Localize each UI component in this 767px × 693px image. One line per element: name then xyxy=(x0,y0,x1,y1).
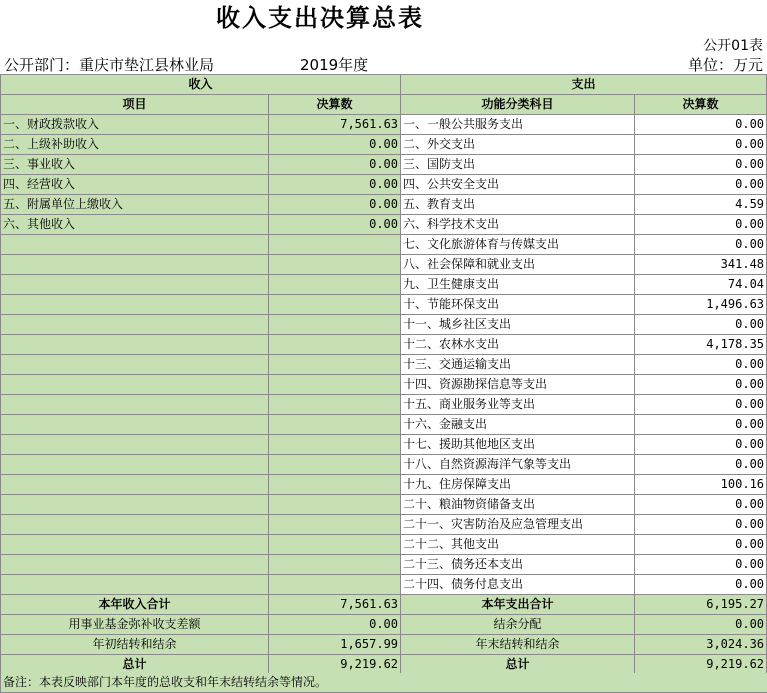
expense-item-label: 二十三、债务还本支出 xyxy=(401,555,635,575)
income-item-label xyxy=(1,395,269,415)
table-row xyxy=(1,555,767,575)
table-row xyxy=(1,195,767,215)
expense-item-label: 二十、粮油物资储备支出 xyxy=(401,495,635,515)
expense-item-label: 十三、交通运输支出 xyxy=(401,355,635,375)
table-row xyxy=(1,155,767,175)
table-row xyxy=(1,395,767,415)
income-item-label xyxy=(1,455,269,475)
expense-item-label: 四、公共安全支出 xyxy=(401,175,635,195)
summary-expense-label: 结余分配 xyxy=(401,615,635,635)
summary-expense-label: 年末结转和结余 xyxy=(401,635,635,655)
income-item-amount: 0.00 xyxy=(269,155,401,175)
col-header-function: 功能分类科目 xyxy=(401,95,635,115)
expense-item-amount: 0.00 xyxy=(635,155,767,175)
expense-item-amount: 100.16 xyxy=(635,475,767,495)
table-row xyxy=(1,355,767,375)
summary-income-amount: 1,657.99 xyxy=(269,635,401,655)
table-row xyxy=(1,415,767,435)
summary-expense-label: 总计 xyxy=(401,655,635,675)
income-item-amount xyxy=(269,575,401,595)
expense-item-amount: 0.00 xyxy=(635,215,767,235)
note-footer: 备注：本表反映部门本年度的总收支和年末结转结余等情况。 xyxy=(0,673,767,693)
summary-row xyxy=(1,655,767,675)
table-row xyxy=(1,475,767,495)
income-item-label xyxy=(1,535,269,555)
expense-item-amount: 0.00 xyxy=(635,515,767,535)
expense-item-amount: 4,178.35 xyxy=(635,335,767,355)
expense-item-label: 三、国防支出 xyxy=(401,155,635,175)
table-row xyxy=(1,235,767,255)
expense-item-label: 十九、住房保障支出 xyxy=(401,475,635,495)
table-row xyxy=(1,515,767,535)
income-item-label: 三、事业收入 xyxy=(1,155,269,175)
income-item-amount xyxy=(269,555,401,575)
expense-item-amount: 0.00 xyxy=(635,555,767,575)
expense-item-label: 十七、援助其他地区支出 xyxy=(401,435,635,455)
year-label: 2019年度 xyxy=(300,56,369,74)
income-item-amount xyxy=(269,395,401,415)
expense-item-label: 十一、城乡社区支出 xyxy=(401,315,635,335)
summary-income-amount: 0.00 xyxy=(269,615,401,635)
income-item-label xyxy=(1,235,269,255)
income-item-amount xyxy=(269,235,401,255)
expense-item-label: 五、教育支出 xyxy=(401,195,635,215)
expense-item-label: 八、社会保障和就业支出 xyxy=(401,255,635,275)
summary-row xyxy=(1,635,767,655)
income-item-amount xyxy=(269,335,401,355)
income-item-amount xyxy=(269,515,401,535)
expense-item-amount: 0.00 xyxy=(635,435,767,455)
income-item-label xyxy=(1,555,269,575)
column-header-row xyxy=(1,95,767,115)
table-row xyxy=(1,575,767,595)
expense-item-label: 一、一般公共服务支出 xyxy=(401,115,635,135)
table-row xyxy=(1,455,767,475)
expense-item-label: 十、节能环保支出 xyxy=(401,295,635,315)
income-item-label xyxy=(1,255,269,275)
income-item-label xyxy=(1,515,269,535)
summary-income-label: 用事业基金弥补收支差额 xyxy=(1,615,269,635)
expense-item-label: 十五、商业服务业等支出 xyxy=(401,395,635,415)
table-row xyxy=(1,535,767,555)
income-item-label xyxy=(1,475,269,495)
income-item-amount xyxy=(269,355,401,375)
table-row xyxy=(1,375,767,395)
expense-item-label: 二、外交支出 xyxy=(401,135,635,155)
expense-item-amount: 0.00 xyxy=(635,355,767,375)
income-item-label: 六、其他收入 xyxy=(1,215,269,235)
expense-item-amount: 0.00 xyxy=(635,135,767,155)
expense-item-amount: 0.00 xyxy=(635,235,767,255)
income-item-label xyxy=(1,275,269,295)
department-label: 公开部门：重庆市垫江县林业局 xyxy=(4,56,215,74)
summary-expense-amount: 3,024.36 xyxy=(635,635,767,655)
expense-item-amount: 1,496.63 xyxy=(635,295,767,315)
expense-item-amount: 0.00 xyxy=(635,375,767,395)
income-item-amount xyxy=(269,415,401,435)
income-item-amount xyxy=(269,455,401,475)
expense-item-label: 十四、资源勘探信息等支出 xyxy=(401,375,635,395)
income-item-amount xyxy=(269,475,401,495)
income-item-label xyxy=(1,575,269,595)
income-item-label: 四、经营收入 xyxy=(1,175,269,195)
table-row xyxy=(1,435,767,455)
income-item-amount xyxy=(269,535,401,555)
income-item-amount xyxy=(269,295,401,315)
col-header-amount: 决算数 xyxy=(269,95,401,115)
summary-expense-amount: 6,195.27 xyxy=(635,595,767,615)
income-item-amount xyxy=(269,255,401,275)
income-item-label xyxy=(1,375,269,395)
expense-item-label: 二十四、债务付息支出 xyxy=(401,575,635,595)
summary-income-label: 本年收入合计 xyxy=(1,595,269,615)
income-item-label: 五、附属单位上缴收入 xyxy=(1,195,269,215)
income-item-amount xyxy=(269,375,401,395)
expense-item-amount: 0.00 xyxy=(635,455,767,475)
page-title: 收入支出决算总表 xyxy=(216,4,424,32)
table-row xyxy=(1,295,767,315)
unit-label: 单位：万元 xyxy=(687,56,763,74)
summary-income-amount: 9,219.62 xyxy=(269,655,401,675)
expense-item-amount: 341.48 xyxy=(635,255,767,275)
expense-item-label: 十二、农林水支出 xyxy=(401,335,635,355)
table-row xyxy=(1,495,767,515)
summary-income-amount: 7,561.63 xyxy=(269,595,401,615)
form-number: 公开01表 xyxy=(703,38,763,54)
income-item-label xyxy=(1,295,269,315)
table-row xyxy=(1,215,767,235)
expense-item-amount: 0.00 xyxy=(635,315,767,335)
table-row xyxy=(1,115,767,135)
expense-item-amount: 74.04 xyxy=(635,275,767,295)
income-item-amount xyxy=(269,275,401,295)
expense-item-label: 七、文化旅游体育与传媒支出 xyxy=(401,235,635,255)
summary-income-label: 总计 xyxy=(1,655,269,675)
expense-item-label: 十六、金融支出 xyxy=(401,415,635,435)
income-item-label: 一、财政拨款收入 xyxy=(1,115,269,135)
table-row xyxy=(1,255,767,275)
expense-item-amount: 0.00 xyxy=(635,415,767,435)
section-header-row xyxy=(1,75,767,95)
income-item-label xyxy=(1,435,269,455)
expense-item-label: 二十一、灾害防治及应急管理支出 xyxy=(401,515,635,535)
table-row xyxy=(1,315,767,335)
income-item-label xyxy=(1,355,269,375)
income-item-amount: 0.00 xyxy=(269,195,401,215)
expense-item-amount: 0.00 xyxy=(635,175,767,195)
section-income: 收入 xyxy=(1,75,401,95)
section-expense: 支出 xyxy=(401,75,767,95)
summary-expense-amount: 0.00 xyxy=(635,615,767,635)
income-item-amount xyxy=(269,495,401,515)
col-header-amount-expense: 决算数 xyxy=(635,95,767,115)
income-item-amount: 0.00 xyxy=(269,175,401,195)
table-row xyxy=(1,135,767,155)
income-item-amount xyxy=(269,435,401,455)
income-item-label xyxy=(1,335,269,355)
expense-item-amount: 0.00 xyxy=(635,395,767,415)
income-item-label xyxy=(1,495,269,515)
income-item-amount xyxy=(269,315,401,335)
expense-item-amount: 0.00 xyxy=(635,115,767,135)
income-item-label: 二、上级补助收入 xyxy=(1,135,269,155)
table-row xyxy=(1,335,767,355)
expense-item-amount: 4.59 xyxy=(635,195,767,215)
income-item-label xyxy=(1,315,269,335)
income-item-label xyxy=(1,415,269,435)
summary-row xyxy=(1,595,767,615)
summary-income-label: 年初结转和结余 xyxy=(1,635,269,655)
expense-item-label: 九、卫生健康支出 xyxy=(401,275,635,295)
summary-row xyxy=(1,615,767,635)
expense-item-label: 十八、自然资源海洋气象等支出 xyxy=(401,455,635,475)
table-row xyxy=(1,275,767,295)
income-item-amount: 0.00 xyxy=(269,135,401,155)
income-item-amount: 0.00 xyxy=(269,215,401,235)
table-row xyxy=(1,175,767,195)
expense-item-amount: 0.00 xyxy=(635,535,767,555)
summary-expense-label: 本年支出合计 xyxy=(401,595,635,615)
summary-expense-amount: 9,219.62 xyxy=(635,655,767,675)
expense-item-amount: 0.00 xyxy=(635,575,767,595)
expense-item-label: 六、科学技术支出 xyxy=(401,215,635,235)
expense-item-amount: 0.00 xyxy=(635,495,767,515)
expense-item-label: 二十二、其他支出 xyxy=(401,535,635,555)
income-item-amount: 7,561.63 xyxy=(269,115,401,135)
income-expense-table xyxy=(0,74,767,675)
col-header-item: 项目 xyxy=(1,95,269,115)
